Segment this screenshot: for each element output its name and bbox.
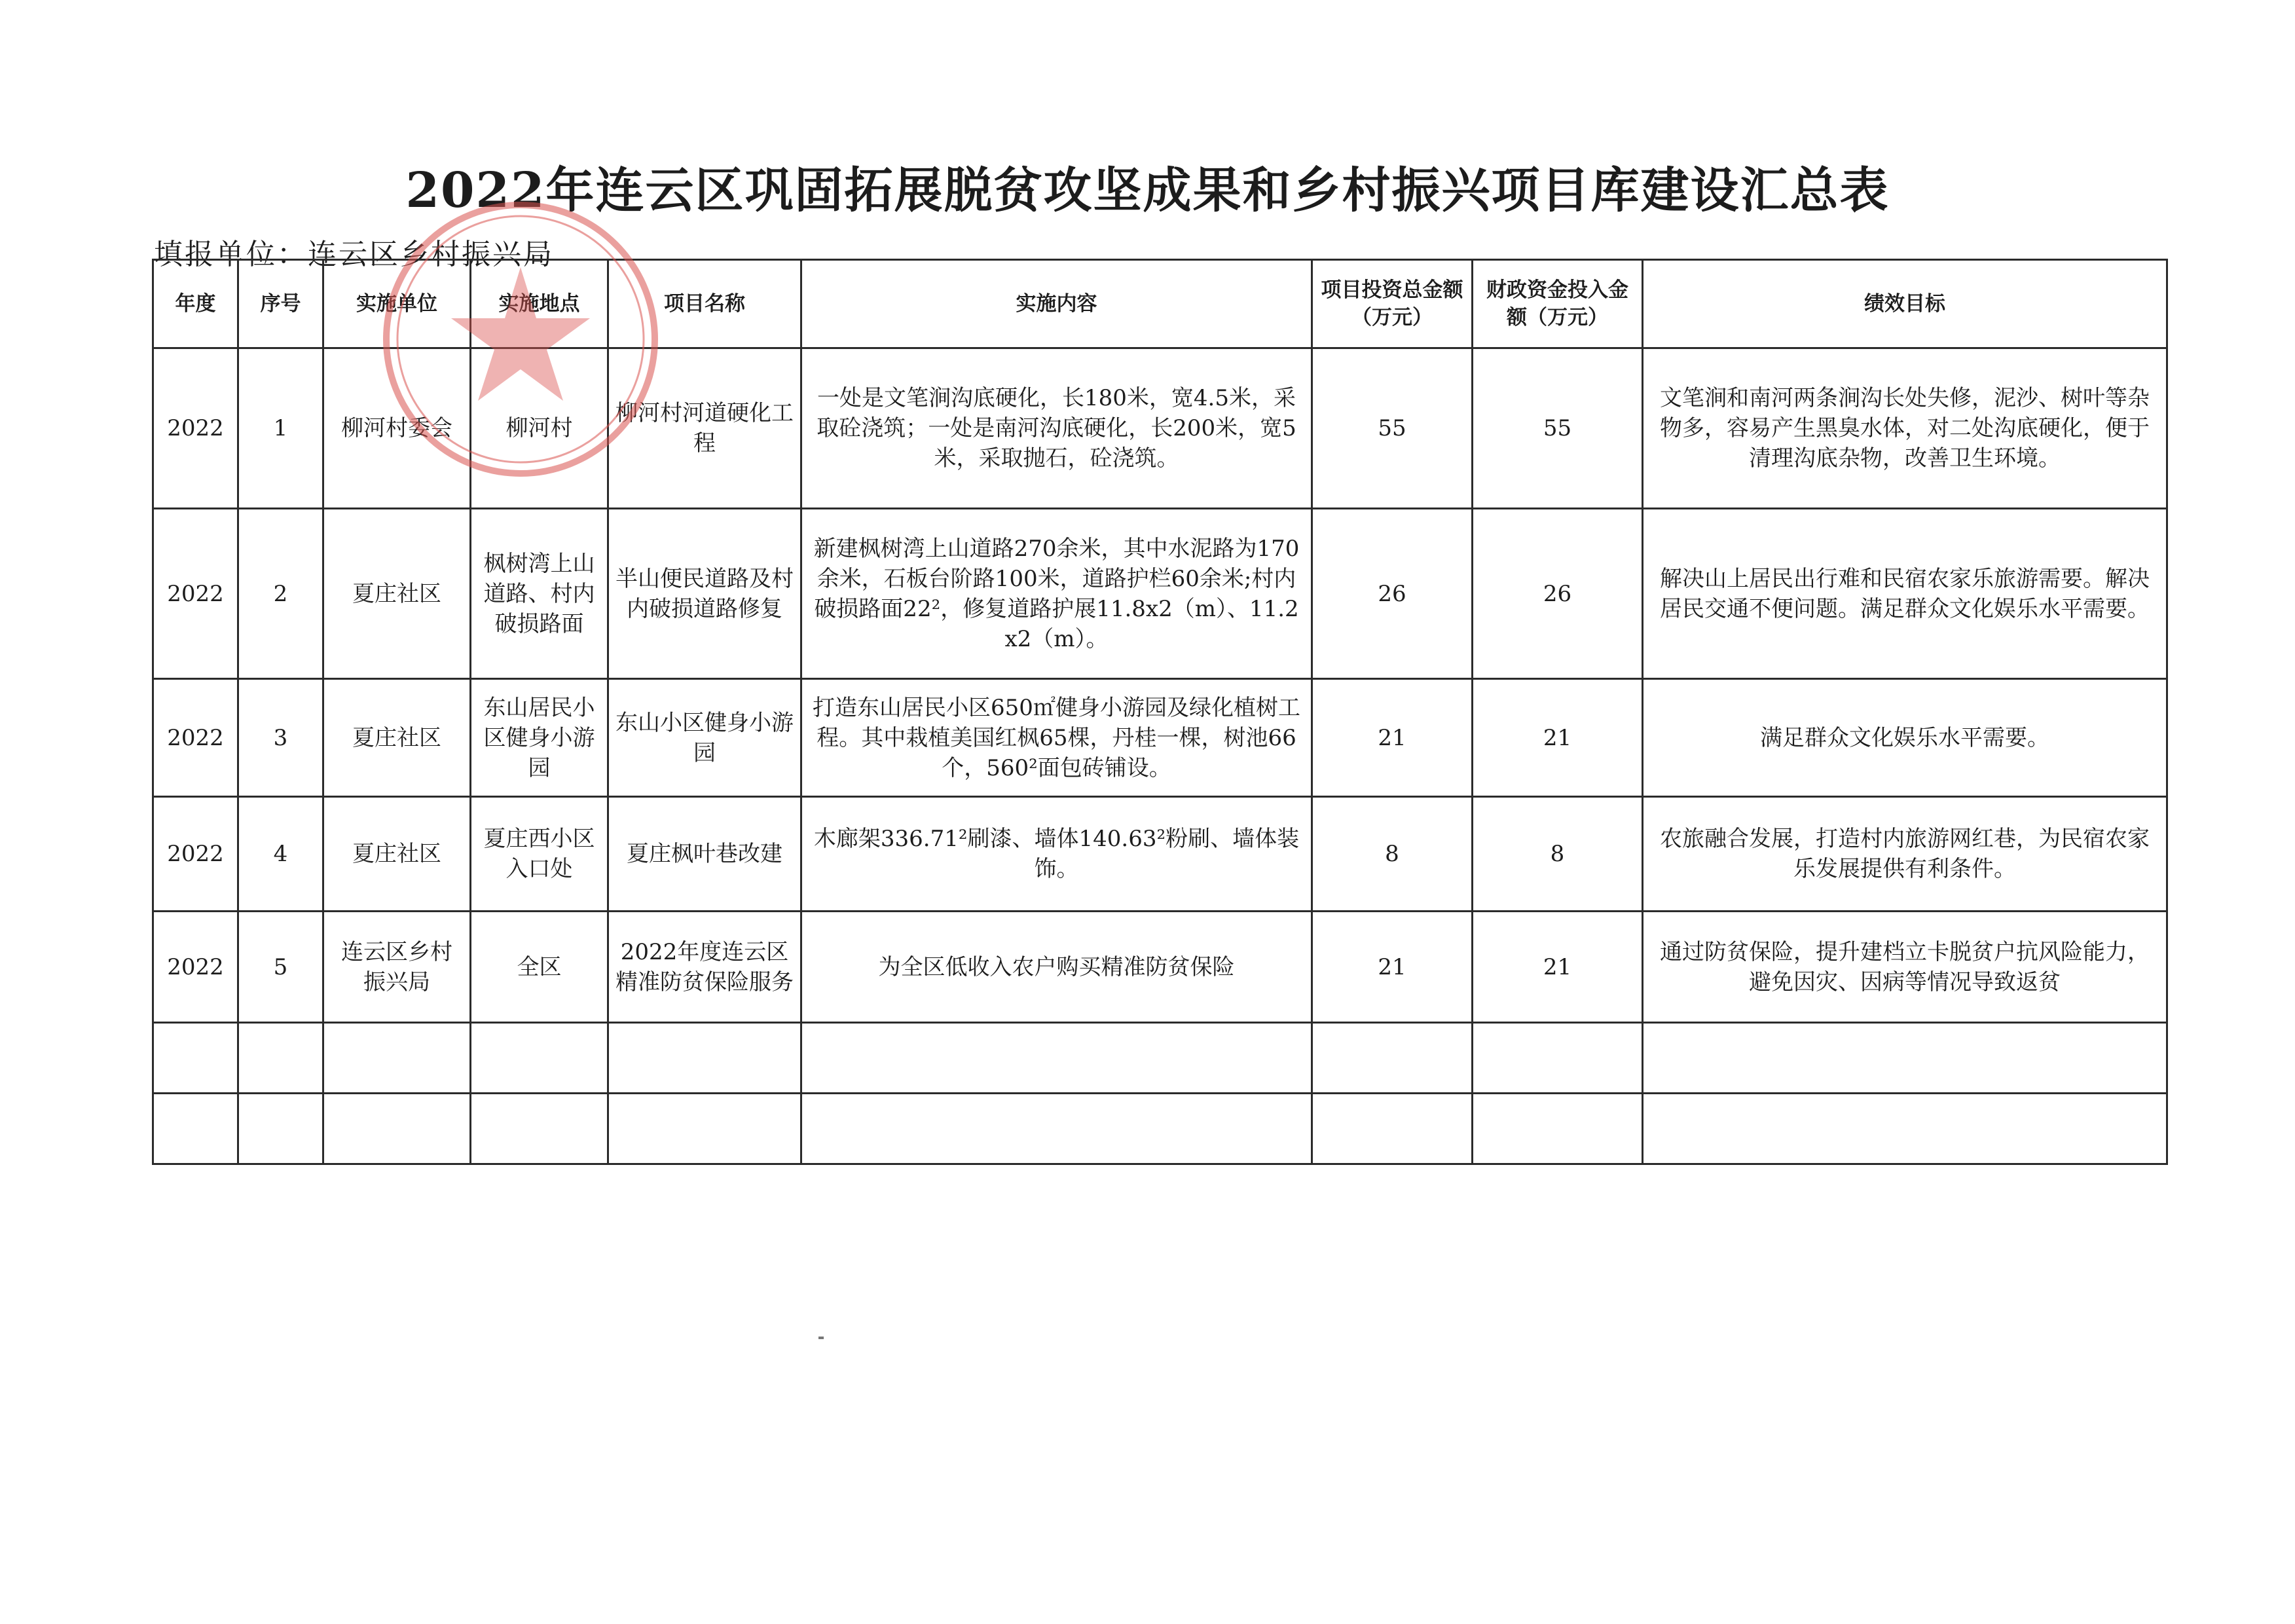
table-header-row <box>153 260 2167 348</box>
cell-unit: 柳河村委会 <box>323 348 471 509</box>
empty-cell <box>608 1094 801 1164</box>
empty-cell <box>323 1094 471 1164</box>
page-title: 2022年连云区巩固拓展脱贫攻坚成果和乡村振兴项目库建设汇总表 <box>405 162 1890 219</box>
empty-cell <box>471 1023 608 1094</box>
cell-fiscal: 55 <box>1473 348 1643 509</box>
cell-target: 通过防贫保险，提升建档立卡脱贫户抗风险能力，避免因灾、因病等情况导致返贫 <box>1643 912 2167 1023</box>
cell-seq: 1 <box>238 348 323 509</box>
cell-content: 打造东山居民小区650㎡健身小游园及绿化植树工程。其中栽植美国红枫65棵，丹桂一棵，树池66个，560²面包砖铺设。 <box>801 679 1312 797</box>
cell-year: 2022 <box>153 679 238 797</box>
cell-seq: 3 <box>238 679 323 797</box>
cell-target: 解决山上居民出行难和民宿农家乐旅游需要。解决居民交通不便问题。满足群众文化娱乐水平需要。 <box>1643 509 2167 679</box>
cell-seq: 2 <box>238 509 323 679</box>
header-location: 实施地点 <box>471 260 608 348</box>
empty-cell <box>1643 1094 2167 1164</box>
cell-project: 2022年度连云区精准防贫保险服务 <box>608 912 801 1023</box>
header-project: 项目名称 <box>608 260 801 348</box>
cell-fiscal: 26 <box>1473 509 1643 679</box>
cell-project: 东山小区健身小游园 <box>608 679 801 797</box>
cell-year: 2022 <box>153 912 238 1023</box>
empty-cell <box>1312 1094 1473 1164</box>
cell-project: 夏庄枫叶巷改建 <box>608 797 801 912</box>
cell-content: 新建枫树湾上山道路270余米，其中水泥路为170余米，石板台阶路100米，道路护栏60余米;村内破损路面22²，修复道路护展11.8x2（m）、11.2x2（m）。 <box>801 509 1312 679</box>
empty-cell <box>238 1023 323 1094</box>
cell-location: 东山居民小区健身小游园 <box>471 679 608 797</box>
cell-fiscal: 8 <box>1473 797 1643 912</box>
cell-location: 全区 <box>471 912 608 1023</box>
empty-cell <box>801 1023 1312 1094</box>
header-unit: 实施单位 <box>323 260 471 348</box>
cell-total: 26 <box>1312 509 1473 679</box>
empty-cell <box>323 1023 471 1094</box>
table-row <box>153 509 2167 679</box>
table-row-empty <box>153 1023 2167 1094</box>
cell-target: 满足群众文化娱乐水平需要。 <box>1643 679 2167 797</box>
cell-unit: 连云区乡村振兴局 <box>323 912 471 1023</box>
cell-year: 2022 <box>153 348 238 509</box>
cell-seq: 4 <box>238 797 323 912</box>
cell-target: 文笔涧和南河两条涧沟长处失修，泥沙、树叶等杂物多，容易产生黑臭水体，对二处沟底硬化，便于清理沟底杂物，改善卫生环境。 <box>1643 348 2167 509</box>
empty-cell <box>608 1023 801 1094</box>
header-seq: 序号 <box>238 260 323 348</box>
cell-seq: 5 <box>238 912 323 1023</box>
cell-total: 8 <box>1312 797 1473 912</box>
empty-cell <box>1643 1023 2167 1094</box>
cell-year: 2022 <box>153 509 238 679</box>
empty-cell <box>153 1023 238 1094</box>
header-total: 项目投资总金额 （万元） <box>1312 260 1473 348</box>
header-fiscal: 财政资金投入金额（万元） <box>1473 260 1643 348</box>
empty-cell <box>153 1094 238 1164</box>
cell-project: 半山便民道路及村内破损道路修复 <box>608 509 801 679</box>
empty-cell <box>471 1094 608 1164</box>
header-target: 绩效目标 <box>1643 260 2167 348</box>
cell-location: 柳河村 <box>471 348 608 509</box>
cell-fiscal: 21 <box>1473 912 1643 1023</box>
cell-project: 柳河村河道硬化工程 <box>608 348 801 509</box>
empty-cell <box>801 1094 1312 1164</box>
cell-target: 农旅融合发展，打造村内旅游网红巷，为民宿农家乐发展提供有利条件。 <box>1643 797 2167 912</box>
scan-speck <box>818 1337 824 1339</box>
cell-unit: 夏庄社区 <box>323 679 471 797</box>
cell-fiscal: 21 <box>1473 679 1643 797</box>
table-row <box>153 912 2167 1023</box>
empty-cell <box>1473 1094 1643 1164</box>
cell-unit: 夏庄社区 <box>323 509 471 679</box>
summary-table <box>152 259 2168 1165</box>
cell-unit: 夏庄社区 <box>323 797 471 912</box>
cell-location: 枫树湾上山道路、村内破损路面 <box>471 509 608 679</box>
cell-location: 夏庄西小区入口处 <box>471 797 608 912</box>
table-row <box>153 679 2167 797</box>
table-row <box>153 348 2167 509</box>
table-row <box>153 797 2167 912</box>
empty-cell <box>238 1094 323 1164</box>
filler-unit: 填报单位：连云区乡村振兴局 <box>154 238 554 271</box>
empty-cell <box>1473 1023 1643 1094</box>
header-year: 年度 <box>153 260 238 348</box>
cell-year: 2022 <box>153 797 238 912</box>
cell-content: 一处是文笔涧沟底硬化，长180米，宽4.5米，采取砼浇筑；一处是南河沟底硬化，长200米，宽5米，采取抛石，砼浇筑。 <box>801 348 1312 509</box>
cell-total: 21 <box>1312 679 1473 797</box>
cell-total: 55 <box>1312 348 1473 509</box>
table-row-empty <box>153 1094 2167 1164</box>
cell-content: 木廊架336.71²刷漆、墙体140.63²粉刷、墙体装饰。 <box>801 797 1312 912</box>
cell-content: 为全区低收入农户购买精准防贫保险 <box>801 912 1312 1023</box>
cell-total: 21 <box>1312 912 1473 1023</box>
header-content: 实施内容 <box>801 260 1312 348</box>
empty-cell <box>1312 1023 1473 1094</box>
